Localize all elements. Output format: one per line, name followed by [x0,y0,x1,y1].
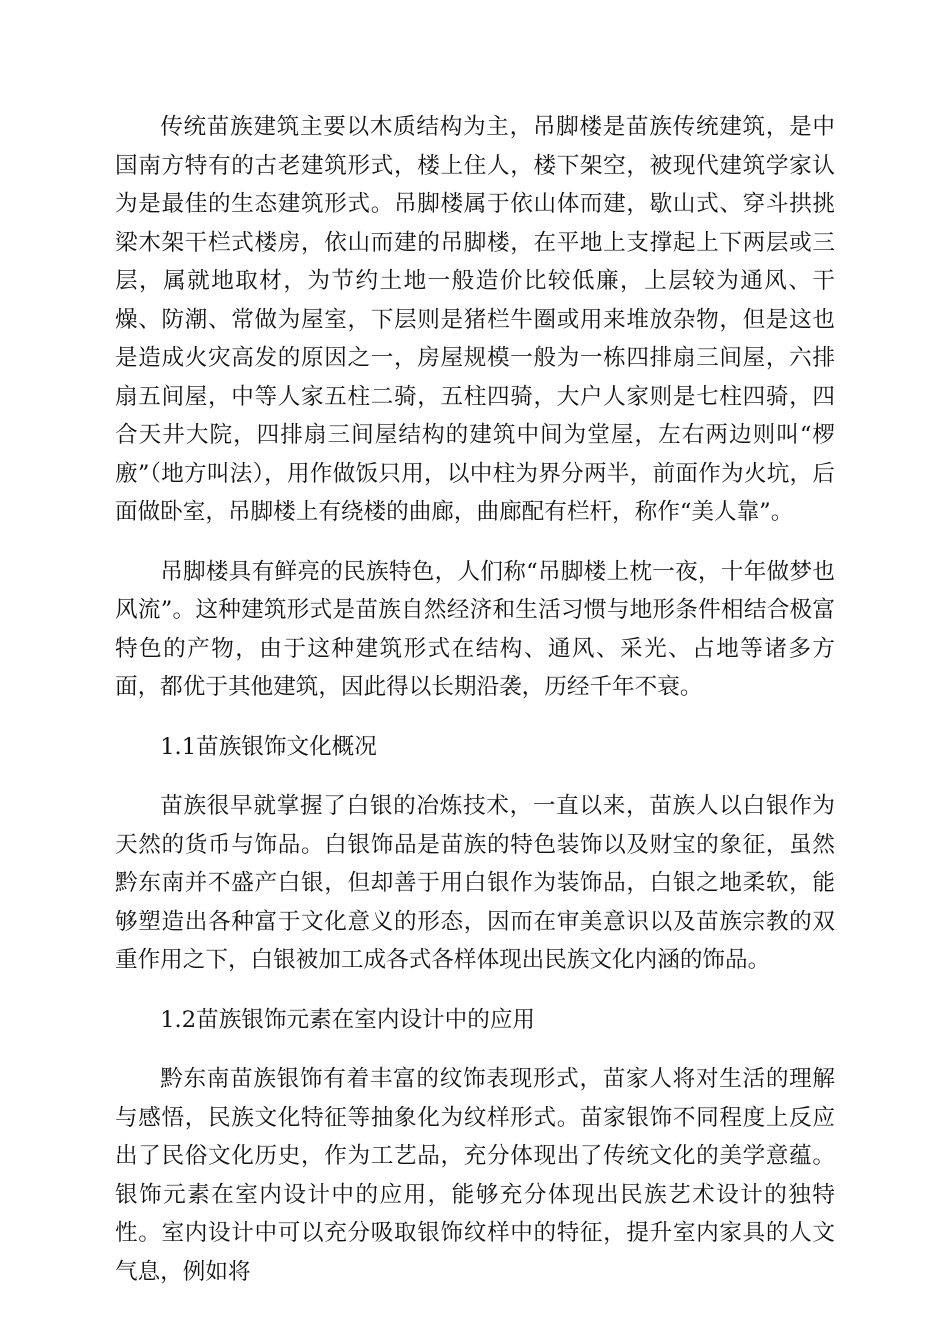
section-heading-1-2: 1.2苗族银饰元素在室内设计中的应用 [160,1006,536,1033]
paragraph-diaojiaolou-structure: 传统苗族建筑主要以木质结构为主，吊脚楼是苗族传统建筑，是中国南方特有的古老建筑形式，楼上住人，楼下架空，被现代建筑学家认为是最佳的生态建筑形式。吊脚楼属于依山体而建，歇山式、穿斗拱挑梁木架干栏式楼房，依山而建的吊脚楼，在平地上支撑起上下两层或三层，属就地取材，为节约土地一般造价比较低廉，上层较为通风、干燥、防潮、常做为屋室，下层则是猪栏牛圈或用来堆放杂物，但是这也是造成火灾高发的原因之一，房屋规模一般为一栋四排扇三间屋，六排扇五间屋，中等人家五柱二骑，五柱四骑，大户人家则是七柱四骑，四合天井大院，四排扇三间屋结构的建筑中间为堂屋，左右两边则叫“椤廒”（地方叫法），用作做饭只用，以中柱为界分两半，前面作为火坑，后面做卧室，吊脚楼上有绕楼的曲廊，曲廊配有栏杆，称作“美人靠”。 [115,114,835,525]
paragraph-diaojiaolou-character: 吊脚楼具有鲜亮的民族特色，人们称“吊脚楼上枕一夜，十年做梦也风流”。这种建筑形式是苗族自然经济和生活习惯与地形条件相结合极富特色的产物，由于这种建筑形式在结构、通风、采光、占地等诸多方面，都优于其他建筑，因此得以长期沿袭，历经千年不衰。 [115,558,835,700]
paragraph-silver-interior-design: 黔东南苗族银饰有着丰富的纹饰表现形式，苗家人将对生活的理解与感悟，民族文化特征等抽象化为纹样形式。苗家银饰不同程度上反应出了民俗文化历史，作为工艺品，充分体现出了传统文化的美学意蕴。银饰元素在室内设计中的应用，能够充分体现出民族艺术设计的独特性。室内设计中可以充分吸取银饰纹样中的特征，提升室内家具的人文气息，例如将 [115,1066,835,1285]
document-page [115,108,835,1312]
section-heading-1-1: 1.1苗族银饰文化概况 [160,733,377,760]
paragraph-silver-culture: 苗族很早就掌握了白银的冶炼技术，一直以来，苗族人以白银作为天然的货币与饰品。白银饰品是苗族的特色装饰以及财宝的象征，虽然黔东南并不盛产白银，但却善于用白银作为装饰品，白银之地柔软，能够塑造出各种富于文化意义的形态，因而在审美意识以及苗族宗教的双重作用之下，白银被加工成各式各样体现出民族文化内涵的饰品。 [115,793,835,973]
